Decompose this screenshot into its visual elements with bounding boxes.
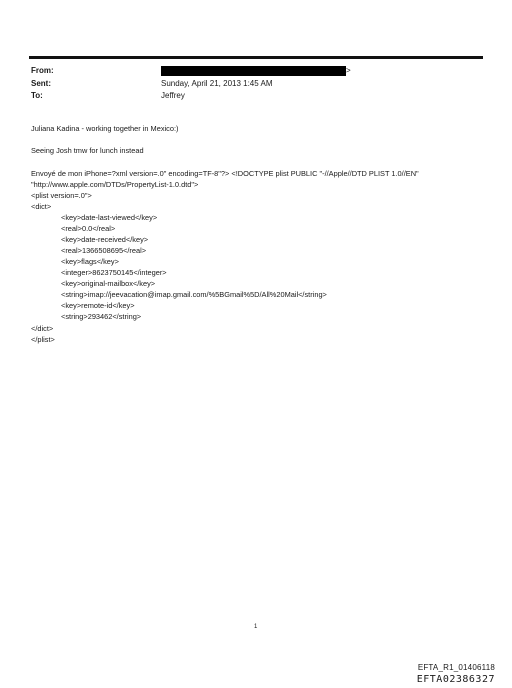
sent-value: Sunday, April 21, 2013 1:45 AM xyxy=(161,79,273,88)
dict-item: <string>293462</string> xyxy=(61,312,142,321)
body-line-1: Juliana Kadina - working together in Mexico:) xyxy=(31,124,179,133)
dict-item: <real>0.0</real> xyxy=(61,224,116,233)
dict-item: <key>flags</key> xyxy=(61,257,119,266)
to-value: Jeffrey xyxy=(161,91,185,100)
dict-item: <key>date-last-viewed</key> xyxy=(61,213,158,222)
dict-item: <real>1366508695</real> xyxy=(61,246,147,255)
plist-close: </plist> xyxy=(31,335,55,344)
dict-item: <key>original-mailbox</key> xyxy=(61,279,156,288)
dict-item: <string>imap://jeevacation@imap.gmail.com/%5BGmail%5D/All%20Mail</string> xyxy=(61,290,327,299)
from-value-tail: > xyxy=(346,66,351,75)
body-line-2: Seeing Josh tmw for lunch instead xyxy=(31,146,144,155)
sent-label: Sent: xyxy=(31,79,51,88)
dict-open: <dict> xyxy=(31,202,52,211)
bates-number-2: EFTA02386327 xyxy=(416,674,495,685)
bates-number-1: EFTA_R1_01406118 xyxy=(417,663,495,672)
plist-open: <plist version=.0"> xyxy=(31,191,92,200)
to-label: To: xyxy=(31,91,43,100)
page-number: 1 xyxy=(254,624,258,630)
body-line-4: "http://www.apple.com/DTDs/PropertyList-1.0.dtd"> xyxy=(31,180,199,189)
redaction-box xyxy=(161,66,346,76)
dict-close: </dict> xyxy=(31,324,54,333)
dict-item: <key>remote-id</key> xyxy=(61,301,135,310)
body-line-3: Envoyé de mon iPhone=?xml version=.0" encoding=TF-8"?> <!DOCTYPE plist PUBLIC "-//Apple//DTD PLIST 1.0//EN" xyxy=(31,169,419,178)
dict-item: <key>date-received</key> xyxy=(61,235,149,244)
dict-item: <integer>8623750145</integer> xyxy=(61,268,167,277)
from-label: From: xyxy=(31,66,54,75)
header-rule xyxy=(29,56,483,59)
